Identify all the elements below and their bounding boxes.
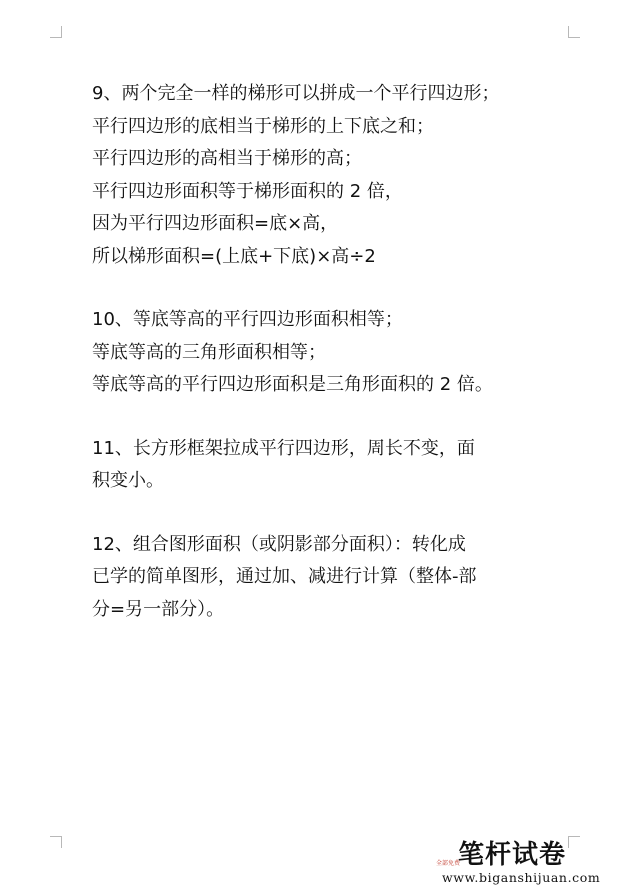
text-line: 9、两个完全一样的梯形可以拼成一个平行四边形； bbox=[92, 83, 500, 104]
brand-title: 笔杆试卷 bbox=[458, 840, 567, 870]
page-corner-mark-top-right bbox=[568, 26, 580, 38]
document-body bbox=[92, 78, 562, 657]
text-line: 平行四边形面积等于梯形面积的 2 倍， bbox=[92, 180, 403, 202]
section-11 bbox=[92, 433, 562, 498]
text-line: 10、等底等高的平行四边形面积相等； bbox=[92, 309, 403, 330]
text-line: 因为平行四边形面积=底×高， bbox=[92, 213, 339, 234]
brand-tagline: 全部免费 bbox=[436, 860, 461, 867]
text-line: 12、组合图形面积（或阴影部分面积）：转化成 bbox=[92, 533, 466, 555]
text-line: 分=另一部分）。 bbox=[92, 598, 225, 620]
text-line: 11、长方形框架拉成平行四边形，周长不变，面 bbox=[92, 437, 475, 459]
section-10 bbox=[92, 304, 562, 402]
section-9 bbox=[92, 78, 562, 273]
text-line: 等底等高的平行四边形面积是三角形面积的 2 倍。 bbox=[92, 374, 493, 395]
text-line: 所以梯形面积=(上底+下底)×高÷2 bbox=[92, 245, 376, 267]
page-corner-mark-top-left bbox=[50, 26, 62, 38]
text-line: 等底等高的三角形面积相等； bbox=[92, 341, 326, 363]
brand-url: www.biganshijuan.com bbox=[442, 870, 601, 885]
text-line: 已学的简单图形，通过加、减进行计算（整体-部 bbox=[92, 566, 477, 587]
text-line: 平行四边形的高相当于梯形的高； bbox=[92, 148, 362, 169]
watermark-logo bbox=[436, 840, 601, 888]
section-12 bbox=[92, 529, 562, 627]
text-line: 积变小。 bbox=[92, 470, 164, 491]
text-line: 平行四边形的底相当于梯形的上下底之和； bbox=[92, 115, 434, 137]
page-corner-mark-bottom-left bbox=[50, 836, 62, 848]
